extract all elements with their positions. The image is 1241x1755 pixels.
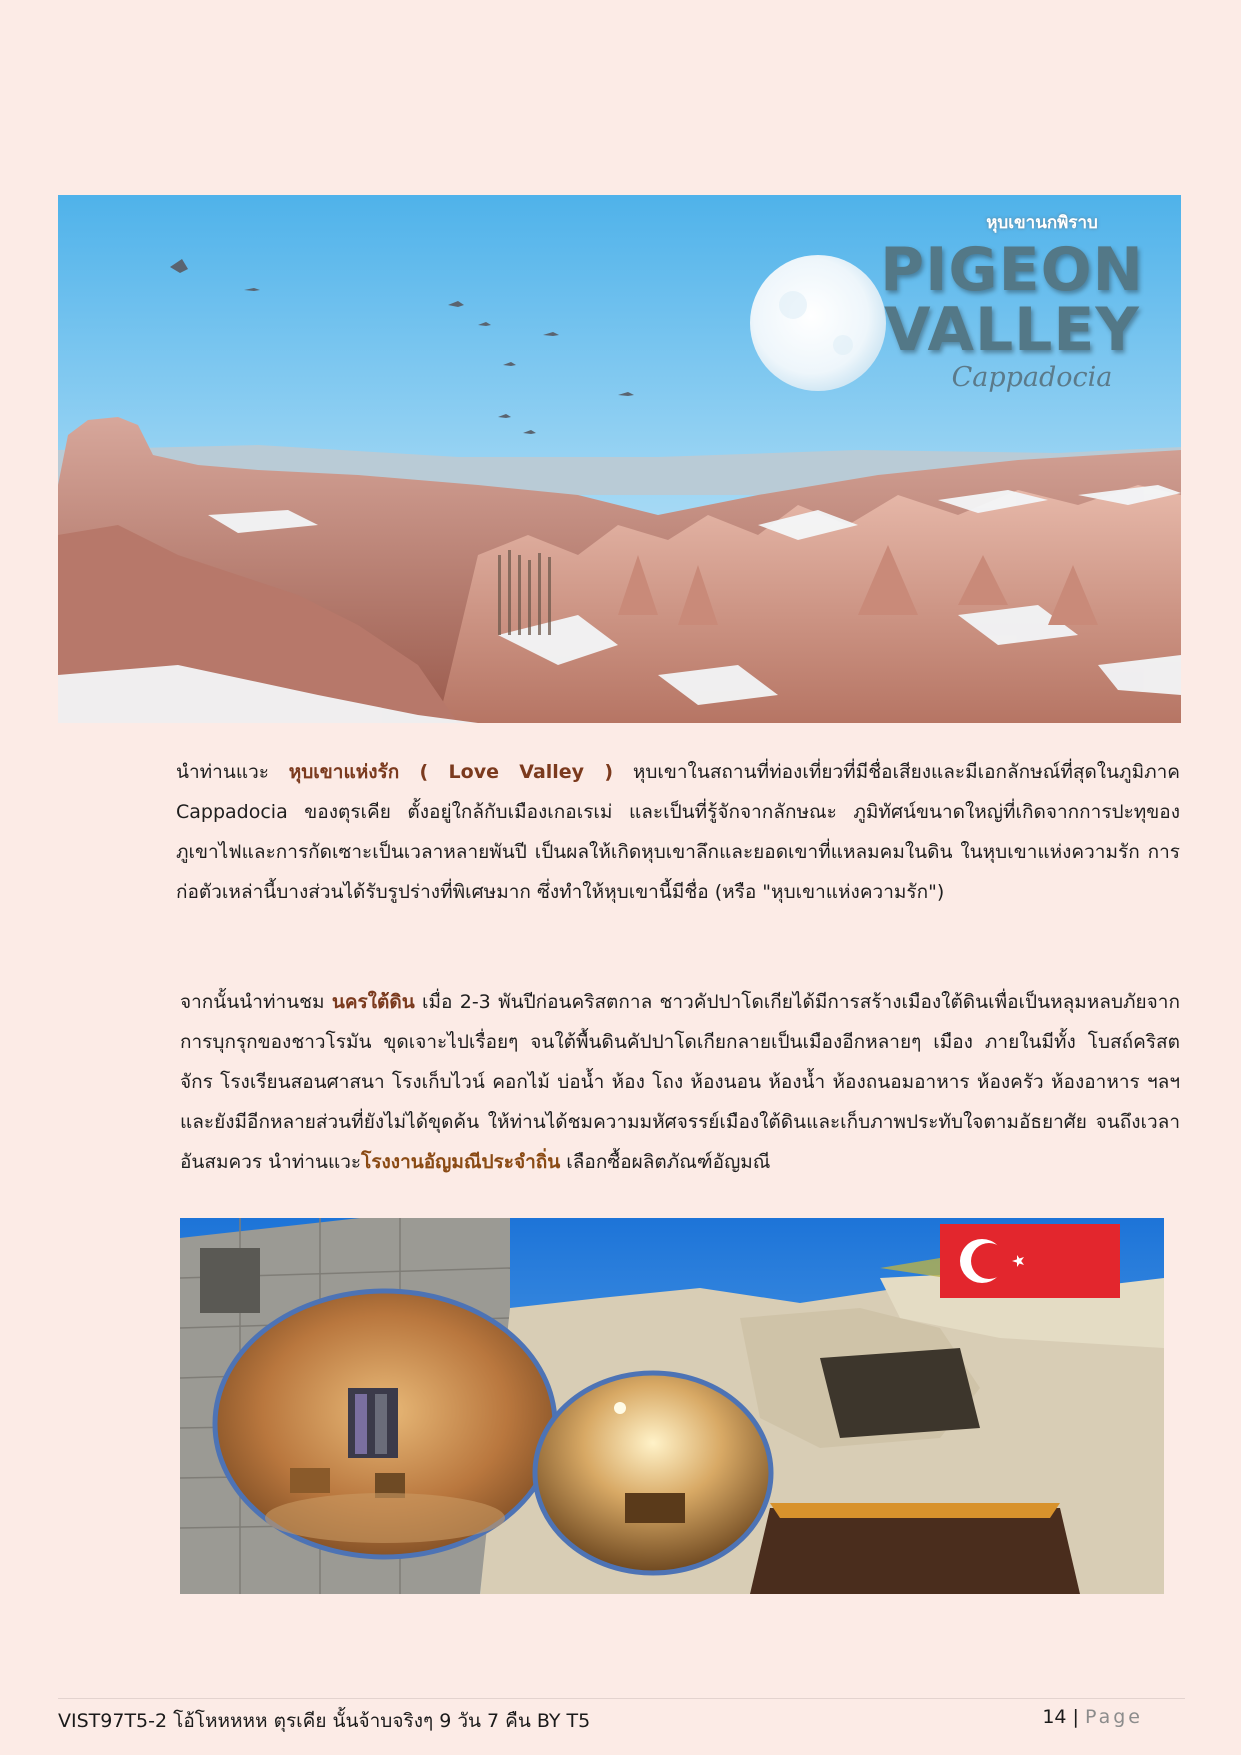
- gem-factory-highlight: โรงงานอัญมณีประจำถิ่น: [361, 1151, 561, 1173]
- love-valley-highlight: หุบเขาแห่งรัก ( Love Valley ): [288, 761, 614, 783]
- underground-city-photo: [180, 1218, 1164, 1594]
- pigeon-valley-photo: [58, 195, 1181, 723]
- hero-script-text: Cappadocia: [951, 362, 1113, 393]
- underground-city-highlight: นครใต้ดิน: [331, 991, 415, 1013]
- page-number-value: 14: [1042, 1706, 1067, 1728]
- love-valley-paragraph: [176, 752, 1180, 912]
- turkish-flag: [940, 1224, 1120, 1298]
- underground-city-paragraph: [180, 982, 1180, 1182]
- paragraph1-intro: นำท่านแวะ: [176, 761, 289, 783]
- cave-room-inset-2: [535, 1373, 771, 1573]
- paragraph1-body: หุบเขาในสถานที่ท่องเที่ยวที่มีชื่อเสียงและมีเอกลักษณ์ที่สุดในภูมิภาค Cappadocia ของตุรเคีย ตั้งอยู่ใกล้กับเมืองเกอเรเม่ และเป็นที่รู้จักจากลักษณะ ภูมิทัศน์ขนาดใหญ่ที่เกิดจากการปะทุของภูเขาไฟและการกัดเซาะเป็นเวลาหลายพันปี เป็นผลให้เกิดหุบเขาลึกและยอดเขาที่แหลมคมในดิน ในหุบเขาแห่งความรัก การก่อตัวเหล่านี้บางส่วนได้รับรูปร่างที่พิเศษมาก ซึ่งทำให้หุบเขานี้มีชื่อ (หรือ "หุบเขาแห่งความรัก"): [176, 761, 1181, 903]
- footer-page-number: [1042, 1706, 1143, 1728]
- footer-divider: [58, 1698, 1185, 1699]
- underground-city-collage: [180, 1218, 1164, 1594]
- page-word: Page: [1085, 1706, 1143, 1728]
- hero-title-line-1: PIGEON: [880, 235, 1144, 305]
- hero-title-line-2: VALLEY: [884, 295, 1140, 365]
- moon: [750, 255, 886, 391]
- footer-program-title: VIST97T5-2 โอ้โหหหหห ตุรเคีย นั้นจ้าบจริงๆ 9 วัน 7 คืน BY T5: [58, 1710, 591, 1732]
- hero-title-overlay: [867, 209, 1157, 393]
- cave-room-inset-1: [215, 1291, 555, 1557]
- hero-subtitle-thai: หุบเขานกพิราบ: [986, 213, 1098, 233]
- paragraph2-body: เมื่อ 2-3 พันปีก่อนคริสตกาล ชาวคัปปาโดเกียได้มีการสร้างเมืองใต้ดินเพื่อเป็นหลุมหลบภัยจากการบุกรุกของชาวโรมัน ขุดเจาะไปเรื่อยๆ จนใต้พื้นดินคัปปาโดเกียกลายเป็นเมืองอีกหลายๆ เมือง ภายในมีทั้ง โบสถ์คริสตจักร โรงเรียนสอนศาสนา โรงเก็บไวน์ คอกไม้ บ่อน้ำ ห้อง โถง ห้องนอน ห้องน้ำ ห้องถนอมอาหาร ห้องครัว ห้องอาหาร ฯลฯ และยังมีอีกหลายส่วนที่ยังไม่ได้ขุดค้น ให้ท่านได้ชมความมหัศจรรย์เมืองใต้ดินและเก็บภาพประทับใจตามอัธยาศัย จนถึงเวลาอันสมควร นำท่านแวะ: [180, 991, 1180, 1173]
- paragraph2-intro: จากนั้นนำท่านชม: [180, 991, 332, 1013]
- page-number-separator: |: [1072, 1706, 1079, 1728]
- paragraph2-outro: เลือกซื้อผลิตภัณฑ์อัญมณี: [560, 1151, 771, 1173]
